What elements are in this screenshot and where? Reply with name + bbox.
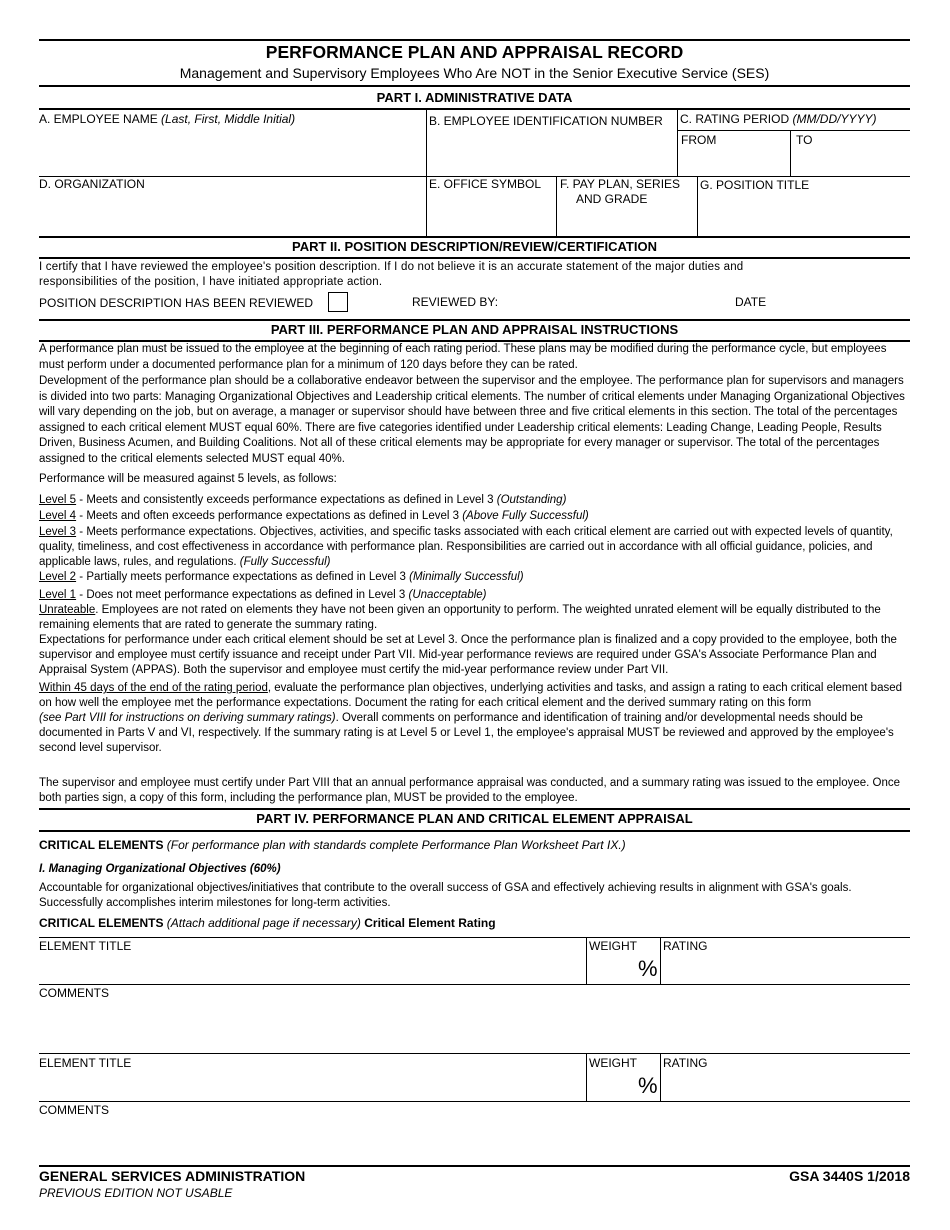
edition-note: PREVIOUS EDITION NOT USABLE (39, 1186, 233, 1200)
rule (39, 85, 910, 87)
rule (39, 808, 910, 810)
divider (586, 937, 587, 985)
rule (39, 937, 910, 938)
divider (586, 1053, 587, 1101)
part1-heading: PART I. ADMINISTRATIVE DATA (376, 90, 573, 105)
footer-rule (39, 1165, 910, 1167)
weight-label: WEIGHT (589, 1056, 637, 1070)
rule (39, 830, 910, 832)
level2-line: Level 2 - Partially meets performance expectations as defined in Level 3 (Minimally Successful) (39, 571, 524, 583)
divider (426, 110, 427, 236)
instructions-p5: Within 45 days of the end of the rating period, evaluate the performance plan objectives, underlying activities and tasks, and assign a rating to each critical element based on how well the employee met the performance expectations. Document the rating for each critical element and the derived summary rating on this form (see Part VIII for instructions on deriving summary ratings). Overall comments on performance and identification of training and/or developmental needs should be documented in Parts V and VI, respectively. If the summary rating is at Level 5 or Level 1, the employee's appraisal MUST be reviewed and approved by the employee's second level supervisor. (39, 682, 903, 754)
certify-text: I certify that I have reviewed the employee's position description. If I do not believe it is an accurate statement of the major duties and responsibilities of the position, I have initiated appropriate action. (39, 261, 744, 288)
rule (39, 1101, 910, 1102)
form-number: GSA 3440S 1/2018 (789, 1168, 910, 1184)
office-symbol-label: E. OFFICE SYMBOL (429, 177, 542, 191)
instructions-p6: The supervisor and employee must certify under Part VIII that an annual performance appraisal was conducted, and a summary rating was issued to the employee. Once both parties sign, a copy of this form, including the performance plan, MUST be provided to the employee. (39, 777, 901, 804)
rule (39, 257, 910, 259)
element-title-label: ELEMENT TITLE (39, 939, 132, 953)
form-title: PERFORMANCE PLAN AND APPRAISAL RECORD (265, 42, 684, 62)
date-label: DATE (735, 295, 767, 309)
position-title-label: G. POSITION TITLE (700, 178, 810, 192)
form-subtitle: Management and Supervisory Employees Who Are NOT in the Senior Executive Service (SES) (179, 65, 770, 81)
rating-label: RATING (663, 1056, 708, 1070)
level3-line: Level 3 - Meets performance expectations. Objectives, activities, and specific tasks associated with each critical element are carried out with expected levels of quantity, quality, timeliness, and cost effectiveness in accordance with performance plan. Responsibilities are carried out in accordance with all official guidance, policies, and applicable laws, rules, and regulations. (Fully Successful) (39, 526, 893, 568)
part3-heading: PART III. PERFORMANCE PLAN AND APPRAISAL INSTRUCTIONS (270, 322, 679, 337)
rule (39, 1053, 910, 1054)
divider (660, 937, 661, 985)
level1-line: Level 1 - Does not meet performance expectations as defined in Level 3 (Unacceptable) (39, 589, 487, 601)
level4-line: Level 4 - Meets and often exceeds performance expectations as defined in Level 3 (Above Fully Successful) (39, 510, 589, 522)
unrateable-line: Unrateable. Employees are not rated on elements they have not been given an opportunity to perform. The weighted unrated element will be equally distributed to the remaining elements that are rated to generate the summary rating. (39, 604, 881, 631)
agency-name: GENERAL SERVICES ADMINISTRATION (39, 1168, 306, 1184)
part2-heading: PART II. POSITION DESCRIPTION/REVIEW/CERTIFICATION (292, 239, 657, 254)
weight-percent: % (638, 956, 658, 981)
organization-label: D. ORGANIZATION (39, 177, 145, 191)
divider (677, 110, 678, 176)
from-label: FROM (681, 133, 717, 147)
instructions-p4: Expectations for performance under each critical element should be set at Level 3. Once the performance plan is finalized and a copy provided to the employee, both the supervisor and employee must certify issuance and receipt under Part VII. Mid-year performance reviews are required under GSA's Associate Performance Plan and Appraisal System (APPAS). Both the supervisor and employee must certify the mid-year performance review under Part VII. (39, 634, 897, 676)
rule (39, 984, 910, 985)
section-description: Accountable for organizational objectives/initiatives that contribute to the overall success of GSA and effectively achieving results in alignment with GSA's goals. Successfully accomplishes interim milestones for long-term activities. (39, 882, 852, 909)
top-rule (39, 39, 910, 41)
pd-reviewed-label: POSITION DESCRIPTION HAS BEEN REVIEWED (39, 296, 314, 310)
level5-line: Level 5 - Meets and consistently exceeds performance expectations as defined in Level 3 (Outstanding) (39, 494, 567, 506)
comments-label: COMMENTS (39, 1103, 109, 1117)
reviewed-by-label: REVIEWED BY: (412, 295, 499, 309)
pd-reviewed-checkbox[interactable] (328, 292, 348, 312)
pay-plan-label: F. PAY PLAN, SERIES AND GRADE (560, 177, 681, 206)
divider (660, 1053, 661, 1101)
section-title: I. Managing Organizational Objectives (60%) (39, 863, 281, 875)
rule (39, 319, 910, 321)
part4-heading: PART IV. PERFORMANCE PLAN AND CRITICAL ELEMENT APPRAISAL (256, 811, 693, 826)
weight-label: WEIGHT (589, 939, 637, 953)
element-title-label: ELEMENT TITLE (39, 1056, 132, 1070)
rule (39, 236, 910, 238)
instructions-p2: Development of the performance plan should be a collaborative endeavor between the supervisor and the employee. The performance plan for supervisors and managers is divided into two parts: Managing Organizational Objectives and Leadership critical elements. The number of critical elements under Managing Organizational Objectives will vary depending on the job, but on average, a manager or supervisor should have between three and five critical elements in this section. The total of the percentages assigned to each critical element MUST equal 60%. There are five categories identified under Leadership critical elements: Leading Change, Leading People, Results Driven, Business Acumen, and Building Coalitions. Not all of these critical elements may be appropriate for every manager or supervisor. The total of the percentages assigned to the critical elements selected MUST equal 40%. (39, 375, 905, 465)
rating-period-label: C. RATING PERIOD (MM/DD/YYYY) (680, 112, 877, 126)
employee-id-label: B. EMPLOYEE IDENTIFICATION NUMBER (429, 114, 663, 128)
divider (697, 176, 698, 236)
weight-percent: % (638, 1073, 658, 1098)
instructions-p3: Performance will be measured against 5 levels, as follows: (39, 473, 337, 485)
critical-elements-attach-note: CRITICAL ELEMENTS (Attach additional page if necessary) Critical Element Rating (39, 916, 496, 930)
to-label: TO (796, 133, 813, 147)
divider (556, 176, 557, 236)
employee-name-label: A. EMPLOYEE NAME (Last, First, Middle Initial) (39, 112, 296, 126)
rule (677, 130, 910, 131)
critical-elements-note: CRITICAL ELEMENTS (For performance plan with standards complete Performance Plan Worksheet Part IX.) (39, 838, 626, 852)
rule (39, 108, 910, 110)
comments-label: COMMENTS (39, 986, 109, 1000)
divider (790, 130, 791, 176)
instructions-p1: A performance plan must be issued to the employee at the beginning of each rating period. These plans may be modified during the performance cycle, but employees must perform under a documented performance plan for a minimum of 120 days before they can be rated. (39, 343, 887, 371)
rating-label: RATING (663, 939, 708, 953)
